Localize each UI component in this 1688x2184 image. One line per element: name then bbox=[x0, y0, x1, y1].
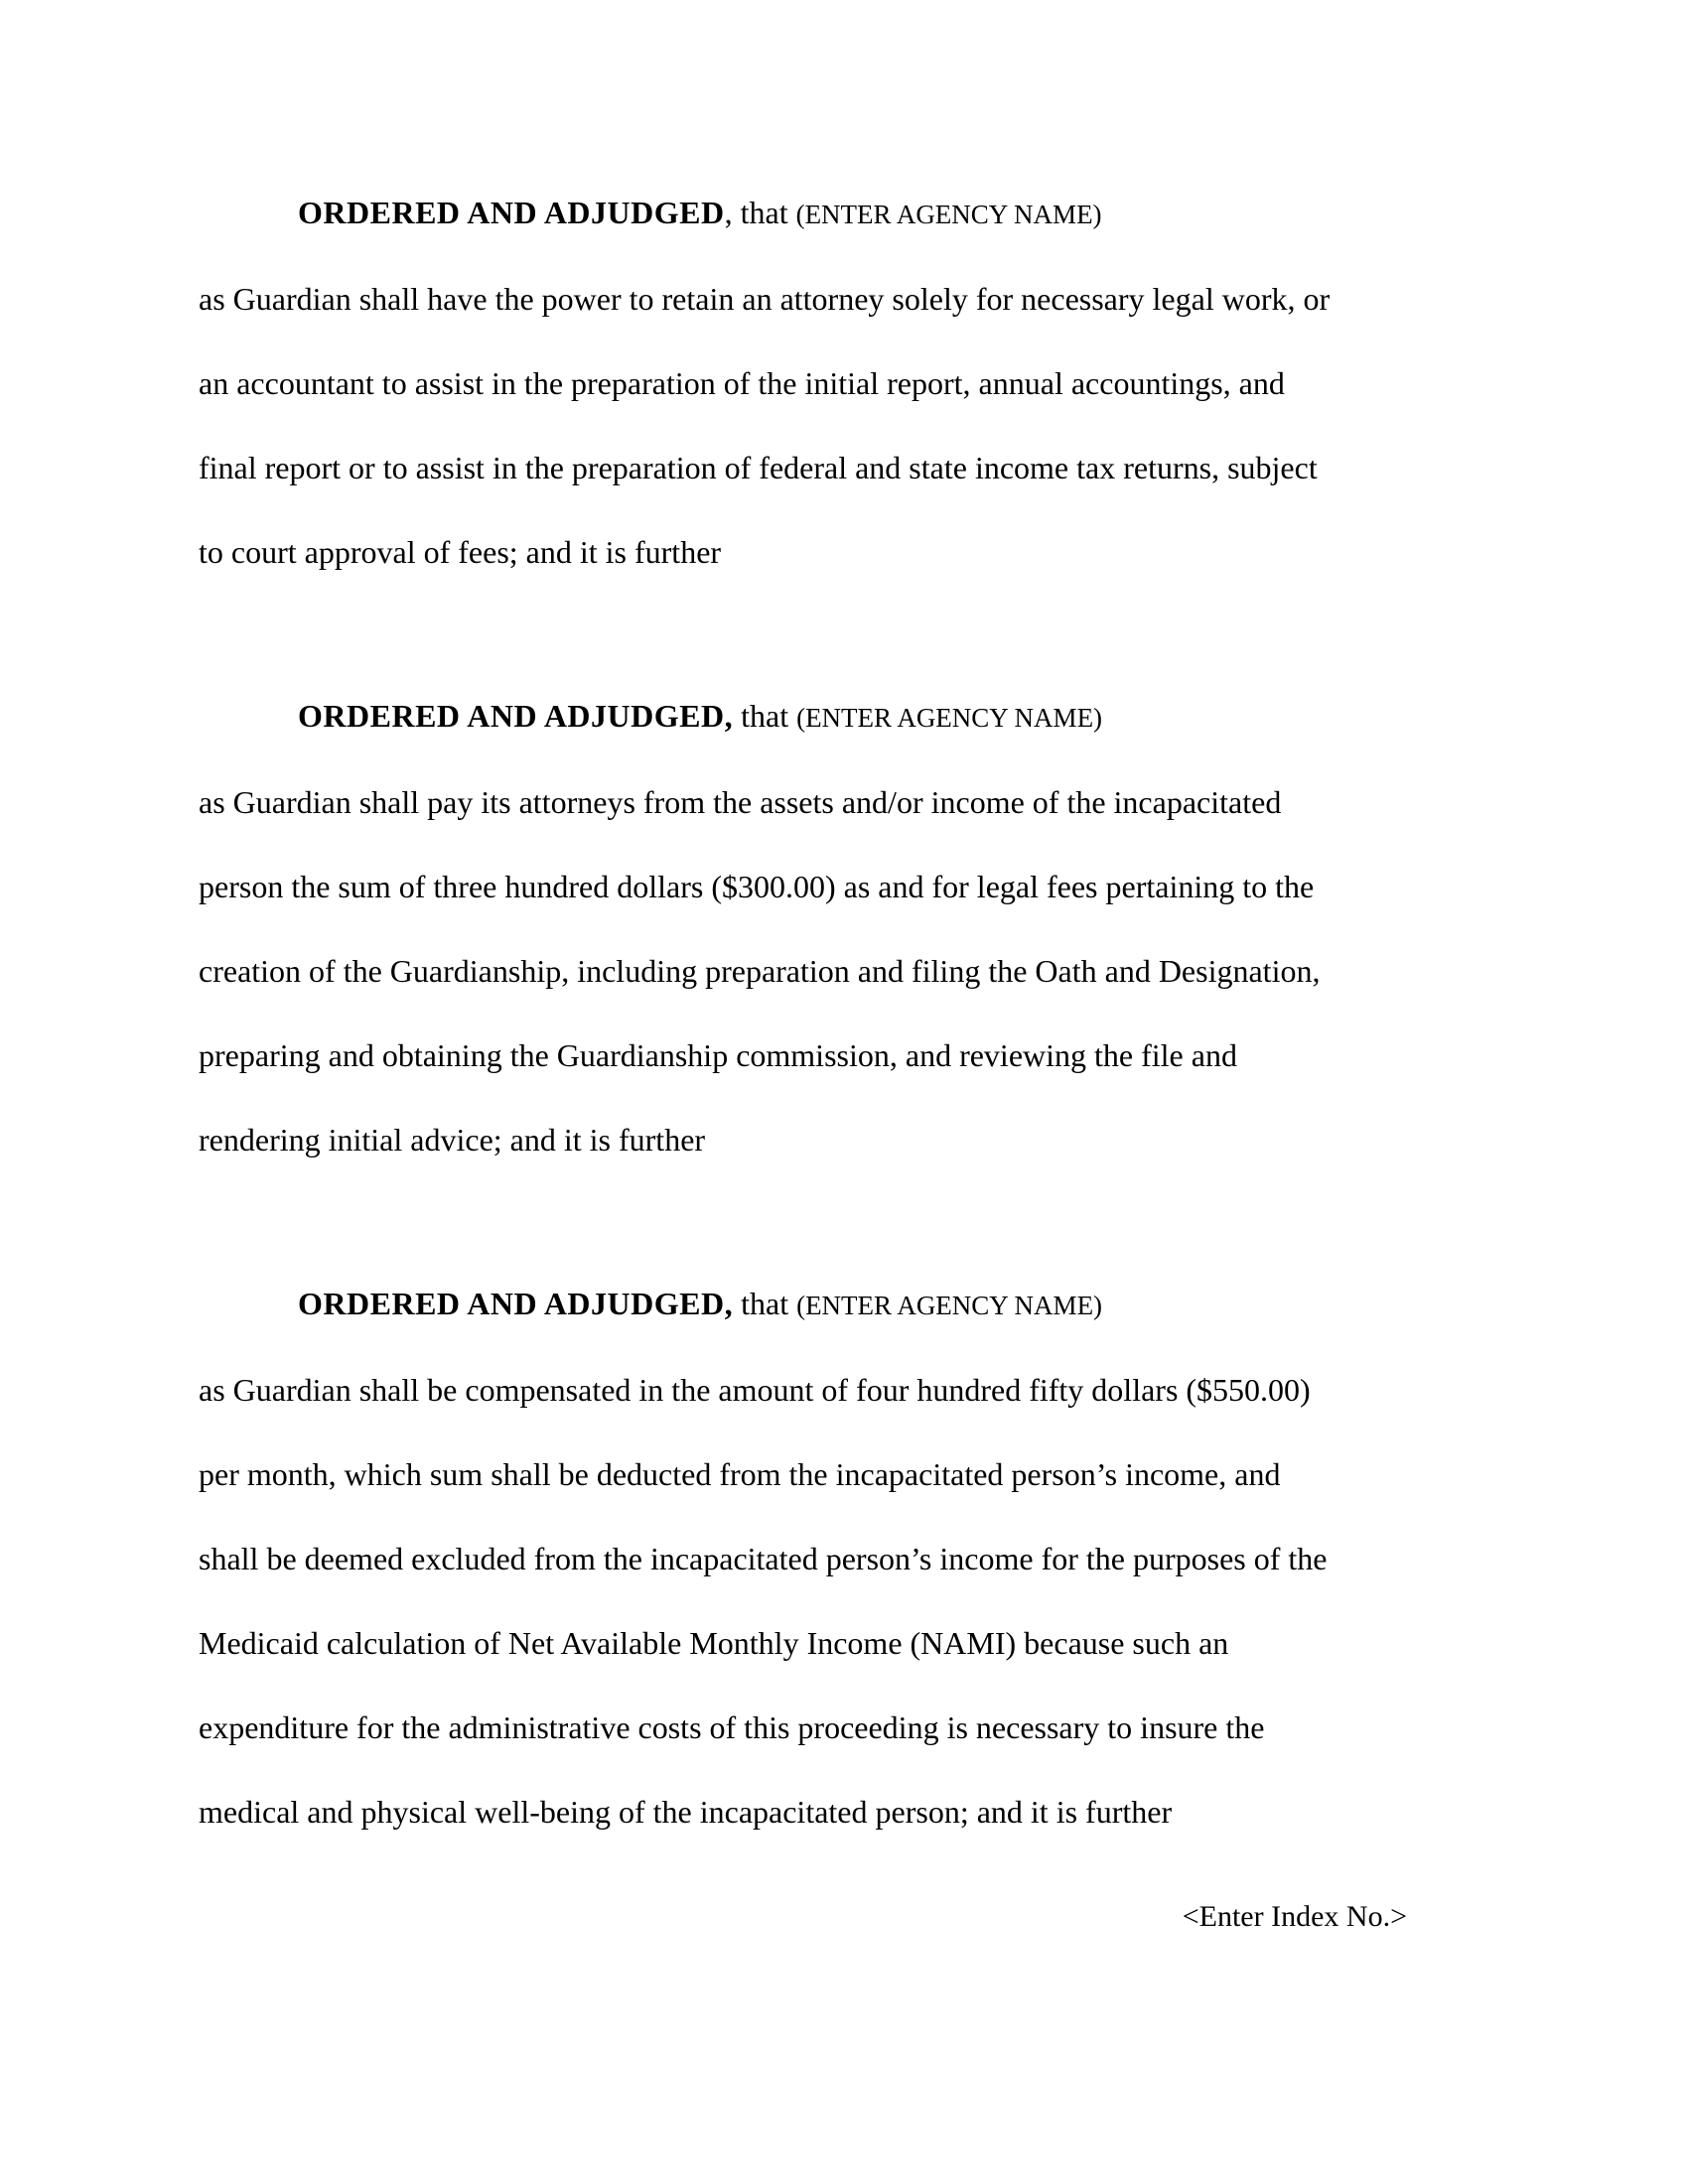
ordered-adjudged-bold-text: ORDERED AND ADJUDGED bbox=[298, 195, 725, 230]
body-line: expenditure for the administrative costs of this proceeding is necessary to insure the bbox=[199, 1709, 1265, 1745]
body-line: to court approval of fees; and it is further bbox=[199, 534, 722, 570]
index-number-placeholder: <Enter Index No.> bbox=[1182, 1900, 1407, 1933]
body-line: person the sum of three hundred dollars ($300.00) as and for legal fees pertaining to the bbox=[199, 869, 1315, 904]
heading-connector-text: that bbox=[733, 698, 797, 734]
body-line: medical and physical well-being of the incapacitated person; and it is further bbox=[199, 1794, 1173, 1830]
body-line: per month, which sum shall be deducted from the incapacitated person’s income, and bbox=[199, 1456, 1281, 1492]
body-line: an accountant to assist in the preparation of the initial report, annual accountings, and bbox=[199, 365, 1285, 401]
body-line: Medicaid calculation of Net Available Monthly Income (NAMI) because such an bbox=[199, 1625, 1229, 1661]
body-line: preparing and obtaining the Guardianship commission, and reviewing the file and bbox=[199, 1037, 1237, 1073]
body-line: as Guardian shall be compensated in the amount of four hundred fifty dollars ($550.00) bbox=[199, 1372, 1311, 1408]
agency-name-placeholder: (ENTER AGENCY NAME) bbox=[795, 200, 1102, 229]
order-section-2 bbox=[199, 674, 1460, 1182]
body-line: as Guardian shall have the power to retain an attorney solely for necessary legal work, or bbox=[199, 281, 1331, 317]
document-content bbox=[199, 171, 1460, 1959]
order-heading-2 bbox=[199, 674, 1460, 760]
ordered-adjudged-bold-text: ORDERED AND ADJUDGED, bbox=[298, 1286, 734, 1321]
body-line: creation of the Guardianship, including preparation and filing the Oath and Designation, bbox=[199, 953, 1321, 989]
heading-connector-text: that bbox=[733, 1286, 797, 1321]
body-line: rendering initial advice; and it is further bbox=[199, 1122, 706, 1158]
order-heading-3 bbox=[199, 1262, 1460, 1348]
body-line: as Guardian shall pay its attorneys from the assets and/or income of the incapacitated bbox=[199, 784, 1282, 820]
order-heading-1 bbox=[199, 171, 1460, 257]
order-section-3 bbox=[199, 1262, 1460, 1854]
heading-connector-text: , that bbox=[724, 195, 796, 230]
body-line: final report or to assist in the preparation of federal and state income tax returns, subject bbox=[199, 450, 1318, 485]
ordered-adjudged-bold-text: ORDERED AND ADJUDGED, bbox=[298, 698, 734, 734]
agency-name-placeholder: (ENTER AGENCY NAME) bbox=[796, 703, 1103, 733]
order-section-1 bbox=[199, 171, 1460, 595]
agency-name-placeholder: (ENTER AGENCY NAME) bbox=[796, 1291, 1103, 1320]
body-line: shall be deemed excluded from the incapacitated person’s income for the purposes of the bbox=[199, 1541, 1328, 1576]
